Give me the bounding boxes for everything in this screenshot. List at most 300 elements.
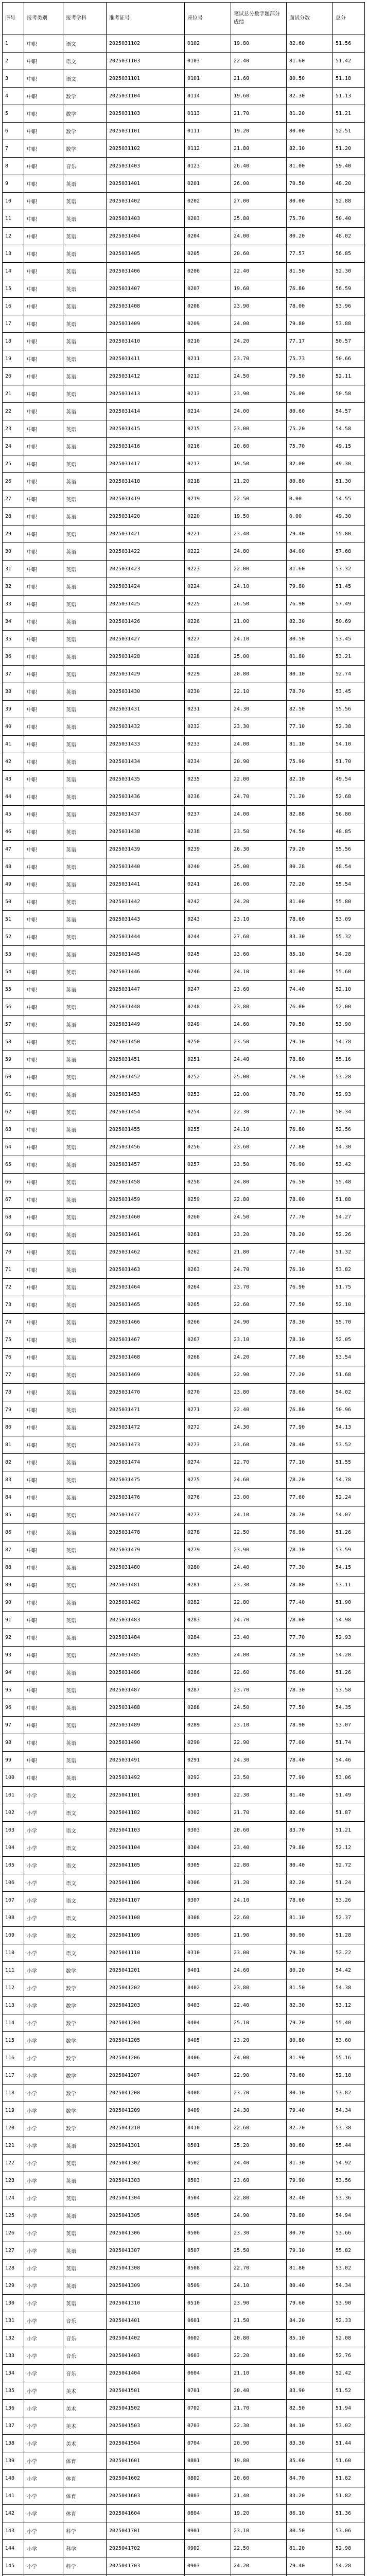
table-cell: 79.40 — [287, 2102, 333, 2120]
table-cell: 23.10 — [231, 2522, 287, 2540]
table-cell: 36 — [3, 648, 24, 666]
table-cell: 0302 — [185, 1804, 231, 1822]
table-cell: 54.28 — [333, 2557, 365, 2575]
table-cell: 82.00 — [287, 455, 333, 473]
table-cell: 81.00 — [287, 963, 333, 981]
table-cell: 小学 — [24, 2470, 63, 2487]
table-cell: 0233 — [185, 736, 231, 753]
table-cell: 21 — [3, 385, 24, 403]
table-cell: 0602 — [185, 2330, 231, 2347]
table-cell: 77.70 — [287, 1629, 333, 1647]
table-cell: 55.32 — [333, 928, 365, 946]
table-row — [3, 1699, 365, 1717]
table-cell: 中职 — [24, 1752, 63, 1769]
table-row — [3, 736, 365, 753]
table-cell: 中职 — [24, 1174, 63, 1191]
table-cell: 77.80 — [287, 1349, 333, 1366]
table-cell: 20.90 — [231, 753, 287, 771]
table-cell: 2025031468 — [107, 1349, 185, 1366]
table-cell: 109 — [3, 1927, 24, 1944]
table-cell: 小学 — [24, 1804, 63, 1822]
table-cell: 85 — [3, 1506, 24, 1524]
table-cell: 2025041305 — [107, 2207, 185, 2225]
table-cell: 英语 — [63, 1174, 107, 1191]
table-cell: 5 — [3, 105, 24, 123]
table-cell: 中职 — [24, 123, 63, 140]
table-cell: 84.20 — [287, 2312, 333, 2330]
table-cell: 中职 — [24, 1016, 63, 1033]
table-row — [3, 70, 365, 88]
table-cell: 52.10 — [333, 981, 365, 998]
table-cell: 79 — [3, 1401, 24, 1419]
table-cell: 24.40 — [231, 2155, 287, 2172]
table-cell: 中职 — [24, 771, 63, 788]
table-cell: 0305 — [185, 1857, 231, 1874]
table-cell: 24.20 — [231, 2557, 287, 2575]
table-cell: 80.50 — [287, 70, 333, 88]
table-cell: 0216 — [185, 438, 231, 455]
table-cell: 29 — [3, 526, 24, 543]
table-cell: 2025031430 — [107, 683, 185, 701]
table-row — [3, 946, 365, 963]
table-cell: 24.80 — [231, 1174, 287, 1191]
table-cell: 22.60 — [231, 2120, 287, 2137]
table-cell: 2025031103 — [107, 105, 185, 123]
table-cell: 中职 — [24, 753, 63, 771]
table-cell: 0103 — [185, 53, 231, 70]
table-cell: 51.87 — [333, 1804, 365, 1822]
table-row — [3, 1436, 365, 1454]
table-cell: 23.10 — [231, 911, 287, 928]
table-cell: 科学 — [63, 2557, 107, 2575]
table-cell: 19.20 — [231, 2505, 287, 2522]
table-cell: 51.20 — [333, 140, 365, 158]
table-cell: 英语 — [63, 1156, 107, 1174]
table-row — [3, 263, 365, 280]
table-cell: 82.50 — [287, 701, 333, 718]
table-cell: 2025031492 — [107, 1769, 185, 1787]
table-cell: 86.10 — [287, 2505, 333, 2522]
table-row — [3, 1857, 365, 1874]
table-row — [3, 1734, 365, 1752]
table-cell: 22.80 — [231, 1594, 287, 1612]
table-cell: 美术 — [63, 2417, 107, 2435]
table-cell: 24.70 — [231, 788, 287, 806]
table-cell: 小学 — [24, 2155, 63, 2172]
table-cell: 2025031433 — [107, 736, 185, 753]
table-cell: 81.30 — [287, 2155, 333, 2172]
table-cell: 81.90 — [287, 2049, 333, 2067]
table-row — [3, 2330, 365, 2347]
table-cell: 24.10 — [231, 578, 287, 596]
table-cell: 英语 — [63, 1594, 107, 1612]
table-cell: 51.44 — [333, 2435, 365, 2452]
table-row — [3, 1489, 365, 1506]
table-cell: 134 — [3, 2365, 24, 2382]
table-cell: 中职 — [24, 1139, 63, 1156]
table-cell: 54.98 — [333, 1612, 365, 1629]
table-cell: 中职 — [24, 193, 63, 210]
table-cell: 2025031405 — [107, 245, 185, 263]
table-cell: 24.00 — [231, 403, 287, 420]
table-cell: 52.11 — [333, 368, 365, 385]
table-cell: 0260 — [185, 1209, 231, 1226]
table-cell: 54.78 — [333, 1033, 365, 1051]
table-cell: 54.34 — [333, 2102, 365, 2120]
table-cell: 2025031481 — [107, 1577, 185, 1594]
table-cell: 中职 — [24, 631, 63, 648]
table-cell: 0508 — [185, 2260, 231, 2277]
table-cell: 23 — [3, 420, 24, 438]
table-cell: 55.48 — [333, 1174, 365, 1191]
table-row — [3, 2014, 365, 2032]
table-cell: 小学 — [24, 2032, 63, 2049]
table-cell: 0228 — [185, 648, 231, 666]
table-row — [3, 1401, 365, 1419]
table-cell: 英语 — [63, 876, 107, 893]
table-cell: 75 — [3, 1331, 24, 1349]
table-cell: 81.20 — [287, 105, 333, 123]
table-row — [3, 1717, 365, 1734]
table-cell: 22.50 — [231, 490, 287, 508]
table-cell: 68 — [3, 1209, 24, 1226]
table-cell: 56.85 — [333, 245, 365, 263]
table-cell: 中职 — [24, 1331, 63, 1349]
table-cell: 48.02 — [333, 228, 365, 245]
table-cell: 2025031427 — [107, 631, 185, 648]
table-cell: 19 — [3, 350, 24, 368]
table-row — [3, 1664, 365, 1682]
table-cell: 51.82 — [333, 2470, 365, 2487]
table-row — [3, 806, 365, 823]
table-cell: 2025041105 — [107, 1857, 185, 1874]
table-row — [3, 1997, 365, 2014]
table-cell: 2025041703 — [107, 2557, 185, 2575]
table-cell: 24.00 — [231, 736, 287, 753]
table-cell: 2025041307 — [107, 2242, 185, 2260]
table-cell: 79.80 — [287, 315, 333, 333]
table-cell: 小学 — [24, 2417, 63, 2435]
table-cell: 23.60 — [231, 1436, 287, 1454]
table-cell: 76.50 — [287, 1174, 333, 1191]
table-cell: 22.00 — [231, 561, 287, 578]
table-row — [3, 981, 365, 998]
table-cell: 21.20 — [231, 1874, 287, 1892]
table-cell: 80.40 — [287, 1857, 333, 1874]
table-cell: 英语 — [63, 701, 107, 718]
table-cell: 英语 — [63, 1489, 107, 1506]
table-row — [3, 1559, 365, 1577]
table-cell: 78.70 — [287, 683, 333, 701]
table-cell: 2025041201 — [107, 1962, 185, 1979]
table-cell: 2025031411 — [107, 350, 185, 368]
table-cell: 英语 — [63, 2207, 107, 2225]
table-row — [3, 2032, 365, 2049]
table-cell: 0217 — [185, 455, 231, 473]
table-cell: 英语 — [63, 403, 107, 420]
table-cell: 83.90 — [287, 2382, 333, 2400]
table-cell: 英语 — [63, 1647, 107, 1664]
table-cell: 小学 — [24, 1979, 63, 1997]
table-cell: 2025031435 — [107, 771, 185, 788]
table-cell: 21.20 — [231, 473, 287, 490]
table-cell: 131 — [3, 2312, 24, 2330]
table-cell: 54.94 — [333, 2207, 365, 2225]
table-body — [3, 35, 365, 2576]
table-cell: 中职 — [24, 1296, 63, 1314]
table-cell: 55 — [3, 981, 24, 998]
table-cell: 2025031460 — [107, 1209, 185, 1226]
table-cell: 20.60 — [231, 2470, 287, 2487]
table-cell: 141 — [3, 2487, 24, 2505]
table-cell: 英语 — [63, 385, 107, 403]
table-cell: 0206 — [185, 263, 231, 280]
table-cell: 2025041108 — [107, 1909, 185, 1927]
table-row — [3, 1979, 365, 1997]
table-row — [3, 2155, 365, 2172]
table-cell: 82.30 — [287, 613, 333, 631]
table-cell: 0303 — [185, 1822, 231, 1839]
table-cell: 22.20 — [231, 2347, 287, 2365]
table-cell: 55.60 — [333, 963, 365, 981]
table-cell: 0239 — [185, 841, 231, 858]
table-cell: 0112 — [185, 140, 231, 158]
table-cell: 中职 — [24, 1051, 63, 1069]
table-cell: 23.40 — [231, 526, 287, 543]
table-cell: 0223 — [185, 561, 231, 578]
table-row — [3, 543, 365, 561]
table-cell: 0245 — [185, 946, 231, 963]
table-row — [3, 1209, 365, 1226]
table-row — [3, 596, 365, 613]
table-cell: 2025031463 — [107, 1261, 185, 1279]
table-cell: 英语 — [63, 333, 107, 350]
table-cell: 0285 — [185, 1647, 231, 1664]
table-cell: 49.54 — [333, 771, 365, 788]
table-cell: 24.10 — [231, 1121, 287, 1139]
table-cell: 51.82 — [333, 2487, 365, 2505]
table-cell: 24.90 — [231, 2207, 287, 2225]
table-cell: 76.60 — [287, 1664, 333, 1682]
table-cell: 中职 — [24, 1699, 63, 1717]
table-cell: 50.40 — [333, 210, 365, 228]
table-cell: 英语 — [63, 1121, 107, 1139]
table-cell: 数学 — [63, 2120, 107, 2137]
table-cell: 英语 — [63, 946, 107, 963]
table-row — [3, 2435, 365, 2452]
table-cell: 中职 — [24, 1559, 63, 1577]
table-row — [3, 490, 365, 508]
table-cell: 0280 — [185, 1559, 231, 1577]
table-cell: 49.15 — [333, 438, 365, 455]
table-cell: 77.30 — [287, 1559, 333, 1577]
table-cell: 小学 — [24, 1787, 63, 1804]
table-cell: 80.20 — [287, 228, 333, 245]
table-cell: 24.00 — [231, 1647, 287, 1664]
table-cell: 中职 — [24, 928, 63, 946]
table-cell: 小学 — [24, 2540, 63, 2557]
table-cell: 145 — [3, 2557, 24, 2575]
table-row — [3, 298, 365, 315]
table-row — [3, 2382, 365, 2400]
table-cell: 82.70 — [287, 2120, 333, 2137]
table-cell: 54.46 — [333, 1752, 365, 1769]
table-cell: 23.80 — [231, 1979, 287, 1997]
table-cell: 2025031428 — [107, 648, 185, 666]
table-cell: 80.00 — [287, 193, 333, 210]
table-cell: 中职 — [24, 1261, 63, 1279]
table-cell: 2025031437 — [107, 806, 185, 823]
table-cell: 中职 — [24, 701, 63, 718]
table-cell: 中职 — [24, 490, 63, 508]
table-cell: 0272 — [185, 1419, 231, 1436]
table-row — [3, 1787, 365, 1804]
table-cell: 51.36 — [333, 2505, 365, 2522]
table-row — [3, 788, 365, 806]
table-cell: 2025031464 — [107, 1279, 185, 1296]
table-cell: 2025031445 — [107, 946, 185, 963]
table-cell: 77.10 — [287, 1454, 333, 1471]
table-cell: 中职 — [24, 350, 63, 368]
table-cell: 16 — [3, 298, 24, 315]
table-cell: 0253 — [185, 1086, 231, 1104]
table-row — [3, 403, 365, 420]
table-cell: 2025031443 — [107, 911, 185, 928]
table-cell: 22.30 — [231, 1104, 287, 1121]
table-cell: 英语 — [63, 578, 107, 596]
table-cell: 95 — [3, 1682, 24, 1699]
table-cell: 小学 — [24, 2330, 63, 2347]
table-cell: 中职 — [24, 666, 63, 683]
table-cell: 0803 — [185, 2487, 231, 2505]
table-cell: 英语 — [63, 823, 107, 841]
table-cell: 2025031458 — [107, 1174, 185, 1191]
table-cell: 52.98 — [333, 2540, 365, 2557]
table-cell: 2025041401 — [107, 2312, 185, 2330]
table-cell: 48 — [3, 858, 24, 876]
table-cell: 中职 — [24, 841, 63, 858]
table-cell: 2025041301 — [107, 2137, 185, 2155]
table-cell: 0702 — [185, 2400, 231, 2417]
table-cell: 23.60 — [231, 1139, 287, 1156]
table-cell: 54.55 — [333, 490, 365, 508]
table-cell: 93 — [3, 1647, 24, 1664]
table-row — [3, 455, 365, 473]
table-cell: 22.50 — [231, 2540, 287, 2557]
table-cell: 19.50 — [231, 508, 287, 526]
table-cell: 78.10 — [287, 1541, 333, 1559]
table-row — [3, 1366, 365, 1384]
table-cell: 24.10 — [231, 963, 287, 981]
table-cell: 23.50 — [231, 823, 287, 841]
table-cell: 80.60 — [287, 403, 333, 420]
table-cell: 中职 — [24, 806, 63, 823]
table-cell: 52.10 — [333, 1296, 365, 1314]
table-cell: 中职 — [24, 1401, 63, 1419]
table-cell: 53.54 — [333, 1349, 365, 1366]
table-cell: 英语 — [63, 1506, 107, 1524]
table-cell: 53.06 — [333, 2522, 365, 2540]
table-cell: 0510 — [185, 2295, 231, 2312]
table-cell: 2025041501 — [107, 2382, 185, 2400]
table-cell: 小学 — [24, 2207, 63, 2225]
table-cell: 中职 — [24, 1489, 63, 1506]
table-cell: 2025031421 — [107, 526, 185, 543]
table-cell: 22.60 — [231, 1296, 287, 1314]
table-cell: 89 — [3, 1577, 24, 1594]
table-cell: 0235 — [185, 771, 231, 788]
table-cell: 2025031401 — [107, 175, 185, 193]
table-cell: 80.60 — [287, 2137, 333, 2155]
table-cell: 51.74 — [333, 1734, 365, 1752]
table-cell: 76.80 — [287, 1401, 333, 1419]
table-cell: 52.26 — [333, 1226, 365, 1244]
table-cell: 50 — [3, 893, 24, 911]
table-cell: 英语 — [63, 1629, 107, 1647]
table-cell: 2025031438 — [107, 823, 185, 841]
table-cell: 23.70 — [231, 2084, 287, 2102]
table-cell: 53.66 — [333, 2225, 365, 2242]
table-cell: 语文 — [63, 1944, 107, 1962]
table-cell: 42 — [3, 753, 24, 771]
table-cell: 体育 — [63, 2470, 107, 2487]
table-cell: 0901 — [185, 2522, 231, 2540]
table-row — [3, 1296, 365, 1314]
table-cell: 英语 — [63, 543, 107, 561]
table-cell: 123 — [3, 2172, 24, 2190]
table-cell: 78.10 — [287, 1331, 333, 1349]
table-cell: 51.13 — [333, 88, 365, 105]
table-cell: 中职 — [24, 963, 63, 981]
table-row — [3, 158, 365, 175]
table-cell: 55.16 — [333, 2049, 365, 2067]
table-cell: 英语 — [63, 753, 107, 771]
table-cell: 科学 — [63, 2522, 107, 2540]
table-cell: 2025041303 — [107, 2172, 185, 2190]
table-cell: 24.40 — [231, 1559, 287, 1577]
table-cell: 英语 — [63, 561, 107, 578]
table-cell: 52.08 — [333, 2330, 365, 2347]
table-cell: 0111 — [185, 123, 231, 140]
table-cell: 音乐 — [63, 2347, 107, 2365]
table-cell: 英语 — [63, 263, 107, 280]
table-cell: 51.18 — [333, 70, 365, 88]
table-cell: 101 — [3, 1787, 24, 1804]
table-cell: 23.60 — [231, 946, 287, 963]
table-cell: 0601 — [185, 2312, 231, 2330]
table-cell: 0204 — [185, 228, 231, 245]
table-cell: 英语 — [63, 1471, 107, 1489]
table-cell: 48.54 — [333, 858, 365, 876]
table-cell: 小学 — [24, 2225, 63, 2242]
table-cell: 小学 — [24, 2242, 63, 2260]
table-cell: 75.90 — [287, 753, 333, 771]
table-cell: 70.50 — [287, 175, 333, 193]
table-cell: 112 — [3, 1979, 24, 1997]
table-cell: 0220 — [185, 508, 231, 526]
table-cell: 39 — [3, 701, 24, 718]
table-cell: 23.40 — [231, 1629, 287, 1647]
table-cell: 2025031472 — [107, 1419, 185, 1436]
table-cell: 19.50 — [231, 455, 287, 473]
table-cell: 中职 — [24, 420, 63, 438]
table-cell: 2025041308 — [107, 2260, 185, 2277]
table-cell: 0407 — [185, 2067, 231, 2084]
table-row — [3, 753, 365, 771]
table-cell: 3 — [3, 70, 24, 88]
table-row — [3, 1927, 365, 1944]
table-cell: 24.50 — [231, 1699, 287, 1717]
